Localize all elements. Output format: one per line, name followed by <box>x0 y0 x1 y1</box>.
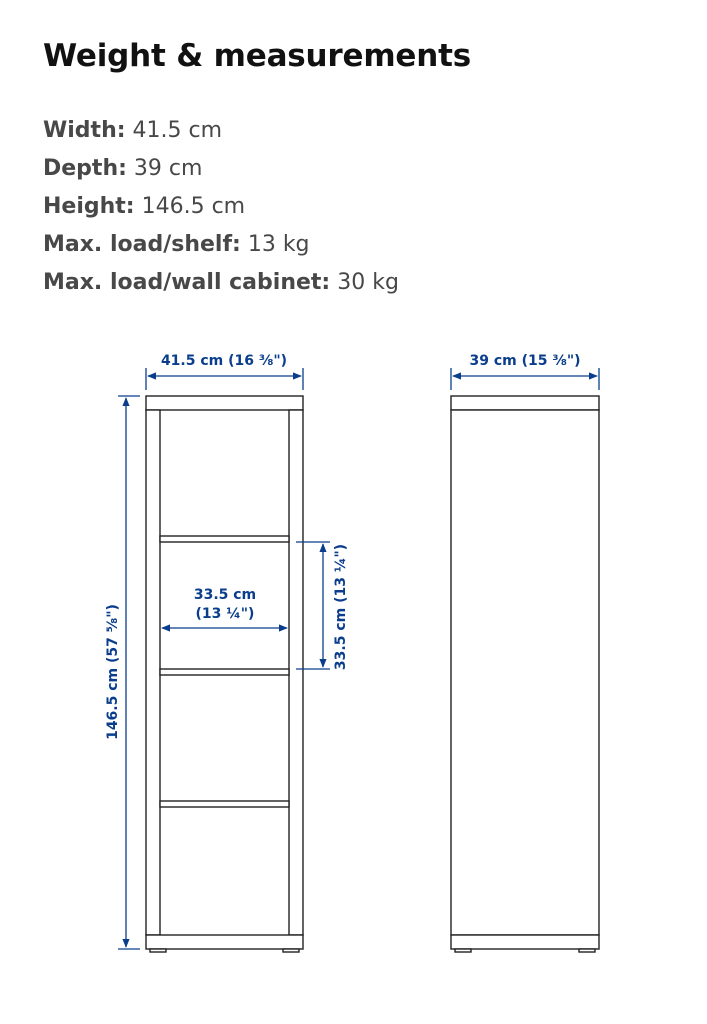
height-label: 146.5 cm (57 ⅝") <box>105 604 121 740</box>
front-bottom-board <box>146 935 303 949</box>
front-right-panel <box>289 410 303 935</box>
front-shelf-2 <box>160 669 289 675</box>
spec-label: Height: <box>43 194 135 219</box>
page-title: Weight & measurements <box>43 38 471 74</box>
spec-label: Width: <box>43 118 126 143</box>
spec-label: Max. load/wall cabinet: <box>43 270 331 295</box>
front-view <box>146 396 303 952</box>
compartment-width-label-line2: (13 ¼") <box>195 606 255 622</box>
front-shelf-3 <box>160 801 289 807</box>
spec-value: 146.5 cm <box>141 194 246 219</box>
spec-label: Max. load/shelf: <box>43 232 241 257</box>
side-view <box>451 396 599 952</box>
front-foot-right <box>283 949 299 952</box>
spec-value: 41.5 cm <box>132 118 223 143</box>
side-bottom-board <box>451 935 599 949</box>
compartment-height-label: 33.5 cm (13 ¼") <box>333 543 349 671</box>
spec-value: 39 cm <box>133 156 203 181</box>
side-foot-left <box>455 949 471 952</box>
side-top-board <box>451 396 599 410</box>
side-depth-label: 39 cm (15 ⅜") <box>469 353 581 369</box>
front-shelf-1 <box>160 536 289 542</box>
spec-label: Depth: <box>43 156 127 181</box>
front-width-label: 41.5 cm (16 ⅜") <box>160 353 288 369</box>
side-panel <box>451 410 599 935</box>
compartment-width-label-line1: 33.5 cm <box>193 587 257 603</box>
spec-value: 30 kg <box>337 270 399 295</box>
front-left-panel <box>146 410 160 935</box>
front-top-board <box>146 396 303 410</box>
front-foot-left <box>150 949 166 952</box>
spec-value: 13 kg <box>247 232 310 257</box>
side-foot-right <box>579 949 595 952</box>
